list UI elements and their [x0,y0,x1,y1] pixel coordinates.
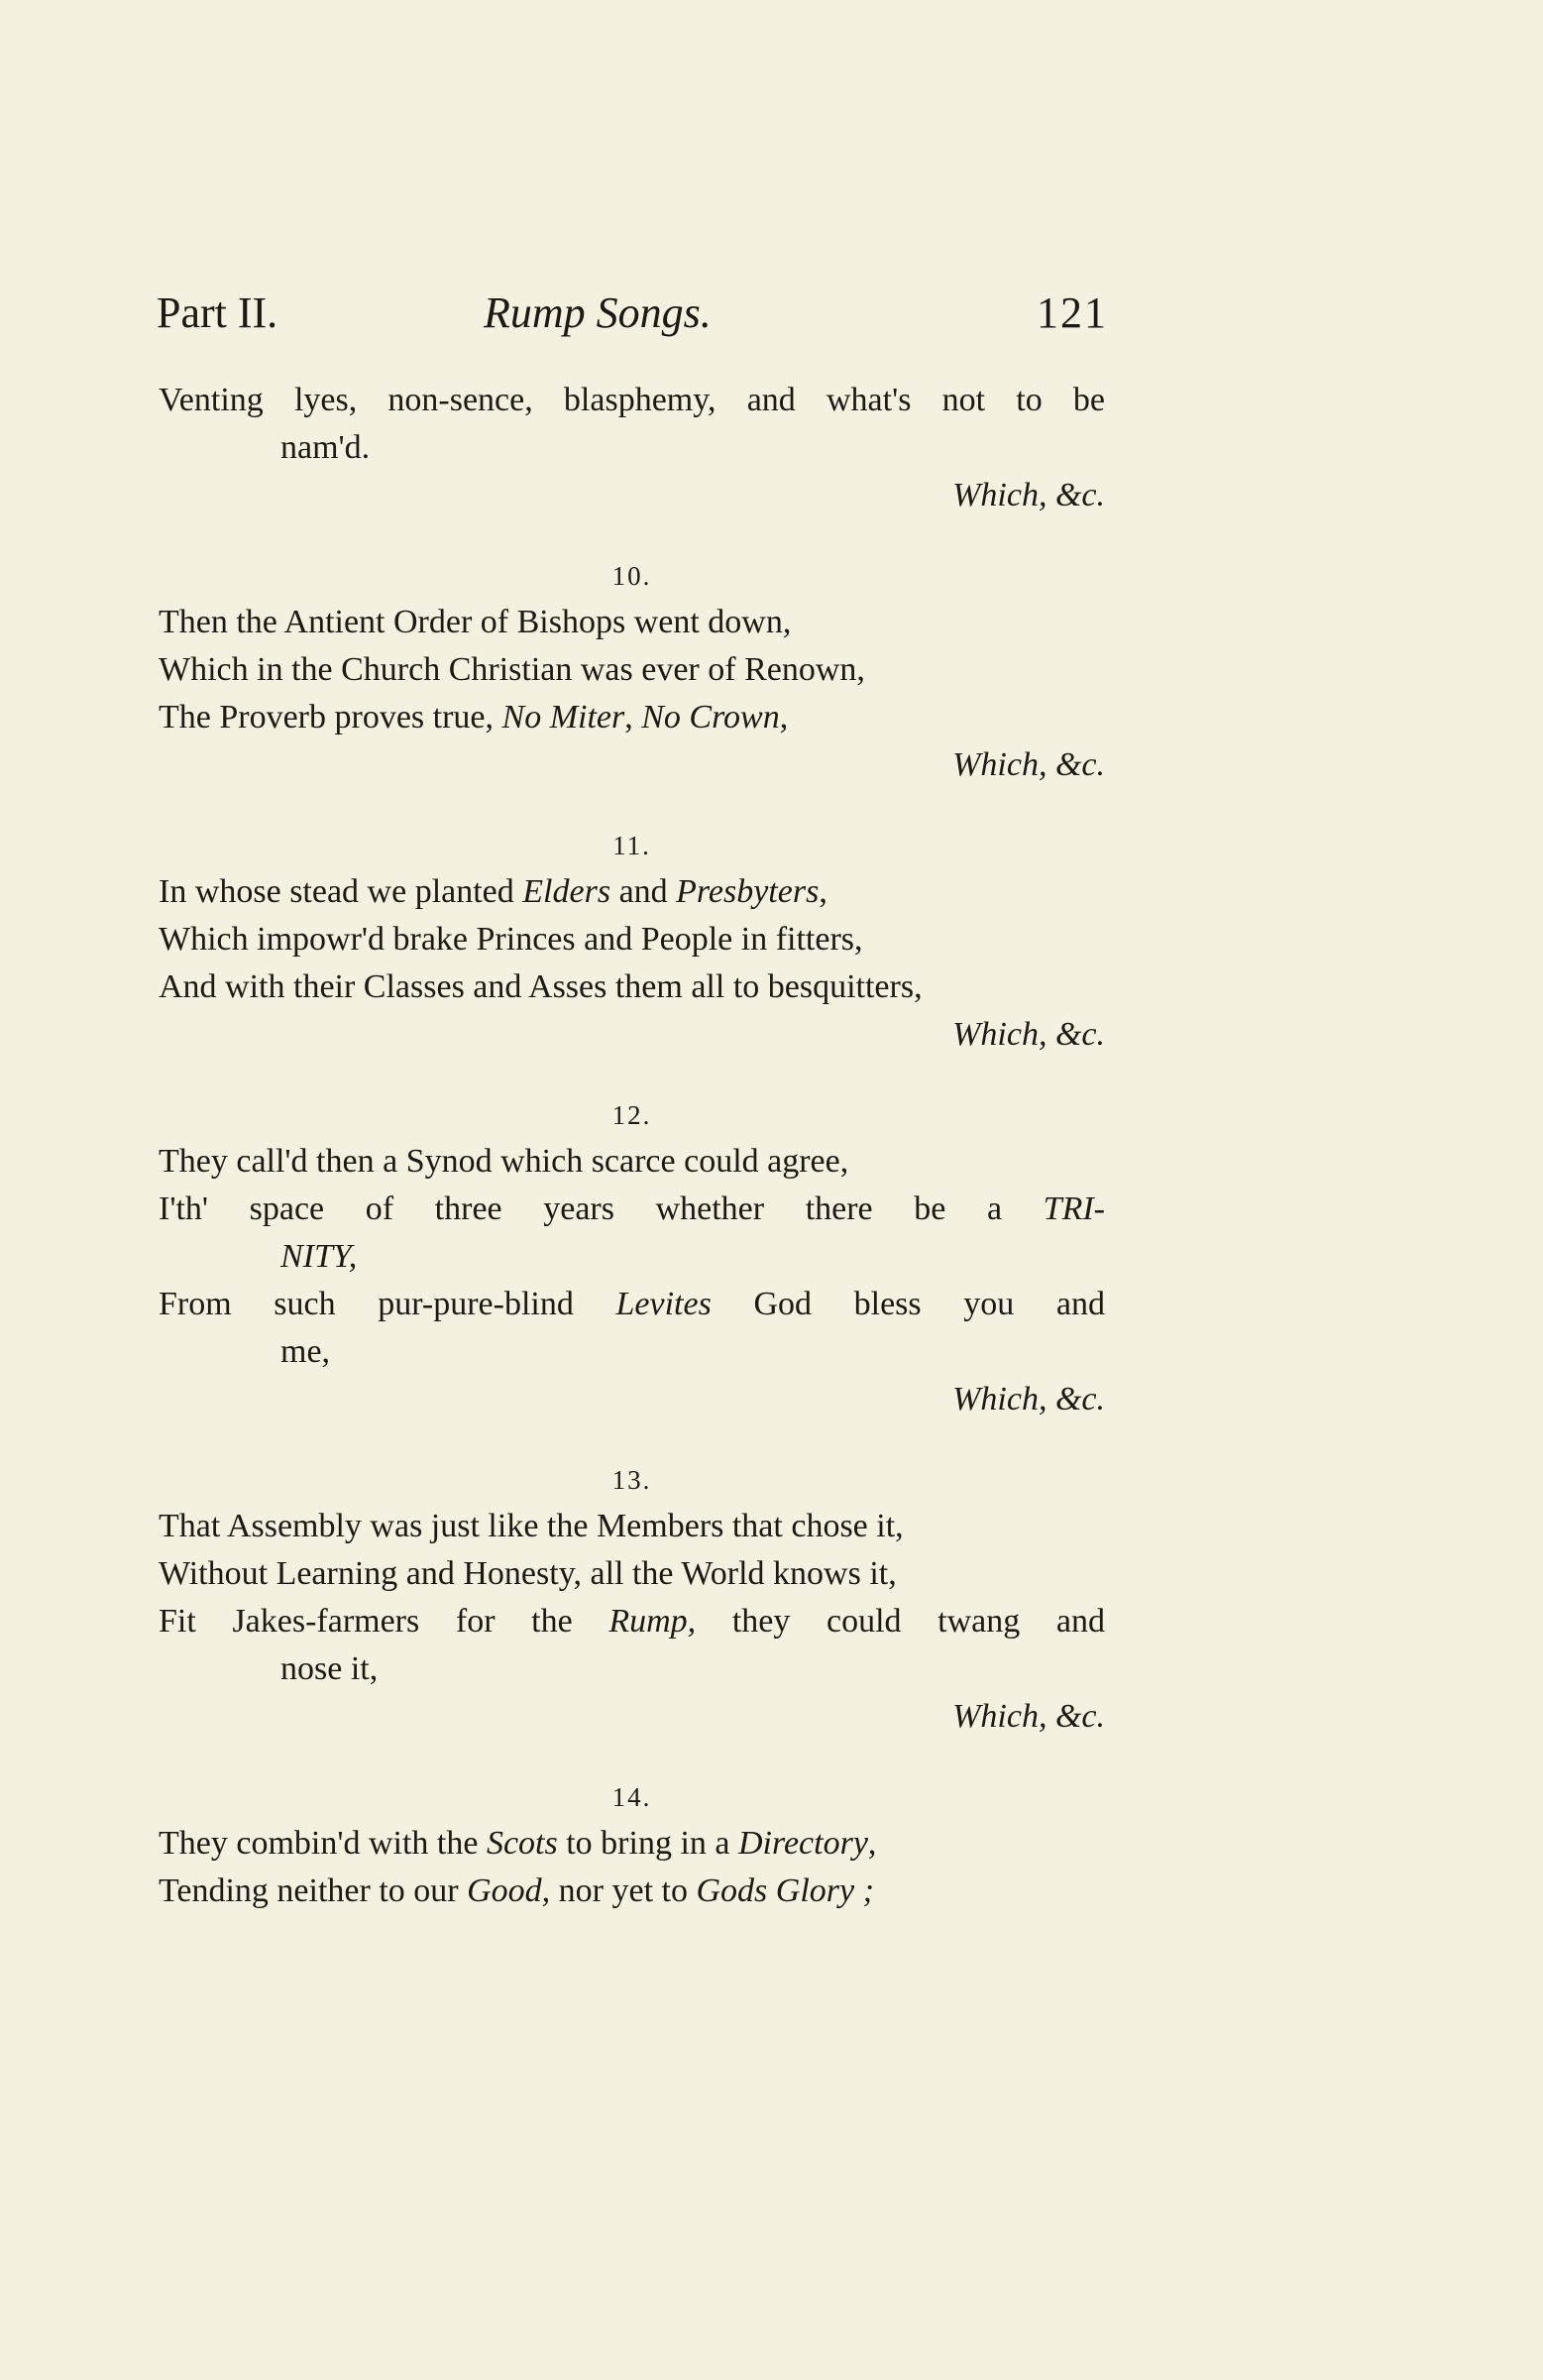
verse-line-continuation: NITY, [280,1238,358,1275]
running-header [157,287,1108,347]
running-title: Rump Songs. [484,288,712,337]
verse-line: Venting lyes, non-sence, blasphemy, and what's not to be [159,382,1105,418]
verse-line: Which impowr'd brake Princes and People in fitters, [159,921,863,958]
verse-line: They call'd then a Synod which scarce could agree, [159,1143,849,1180]
refrain: Which, &c. [952,1016,1105,1053]
part-label: Part II. [157,288,278,337]
refrain: Which, &c. [952,1698,1105,1735]
stanza-number: 10. [611,561,652,591]
refrain: Which, &c. [952,1381,1105,1417]
stanza-number: 14. [611,1782,652,1812]
stanza-number: 12. [611,1100,652,1130]
verse-line: I'th' space of three years whether there be a TRI- [159,1190,1105,1227]
page-number: 121 [1037,288,1108,337]
refrain: Which, &c. [952,477,1105,513]
verse-line: Tending neither to our Good, nor yet to Gods Glory ; [159,1872,874,1909]
verse-line: Which in the Church Christian was ever of Renown, [159,651,865,688]
refrain: Which, &c. [952,746,1105,783]
verse-line: And with their Classes and Asses them all to besquitters, [159,968,923,1005]
poem-text [159,377,1105,1915]
verse-line: Fit Jakes-farmers for the Rump, they could twang and [159,1603,1105,1640]
verse-line: From such pur-pure-blind Levites God bless you and [159,1286,1105,1322]
verse-line-continuation: nam'd. [280,429,371,466]
stanza-number: 11. [612,831,651,860]
verse-line: They combin'd with the Scots to bring in a Directory, [159,1825,877,1862]
verse-line: That Assembly was just like the Members that chose it, [159,1508,904,1544]
verse-line-continuation: nose it, [280,1650,379,1687]
verse-line: The Proverb proves true, No Miter, No Crown, [159,699,789,736]
stanza-number: 13. [611,1465,652,1495]
verse-line: Then the Antient Order of Bishops went down, [159,604,792,640]
verse-line-continuation: me, [280,1333,331,1370]
verse-line: Without Learning and Honesty, all the World knows it, [159,1555,897,1592]
verse-line: In whose stead we planted Elders and Presbyters, [159,873,827,910]
